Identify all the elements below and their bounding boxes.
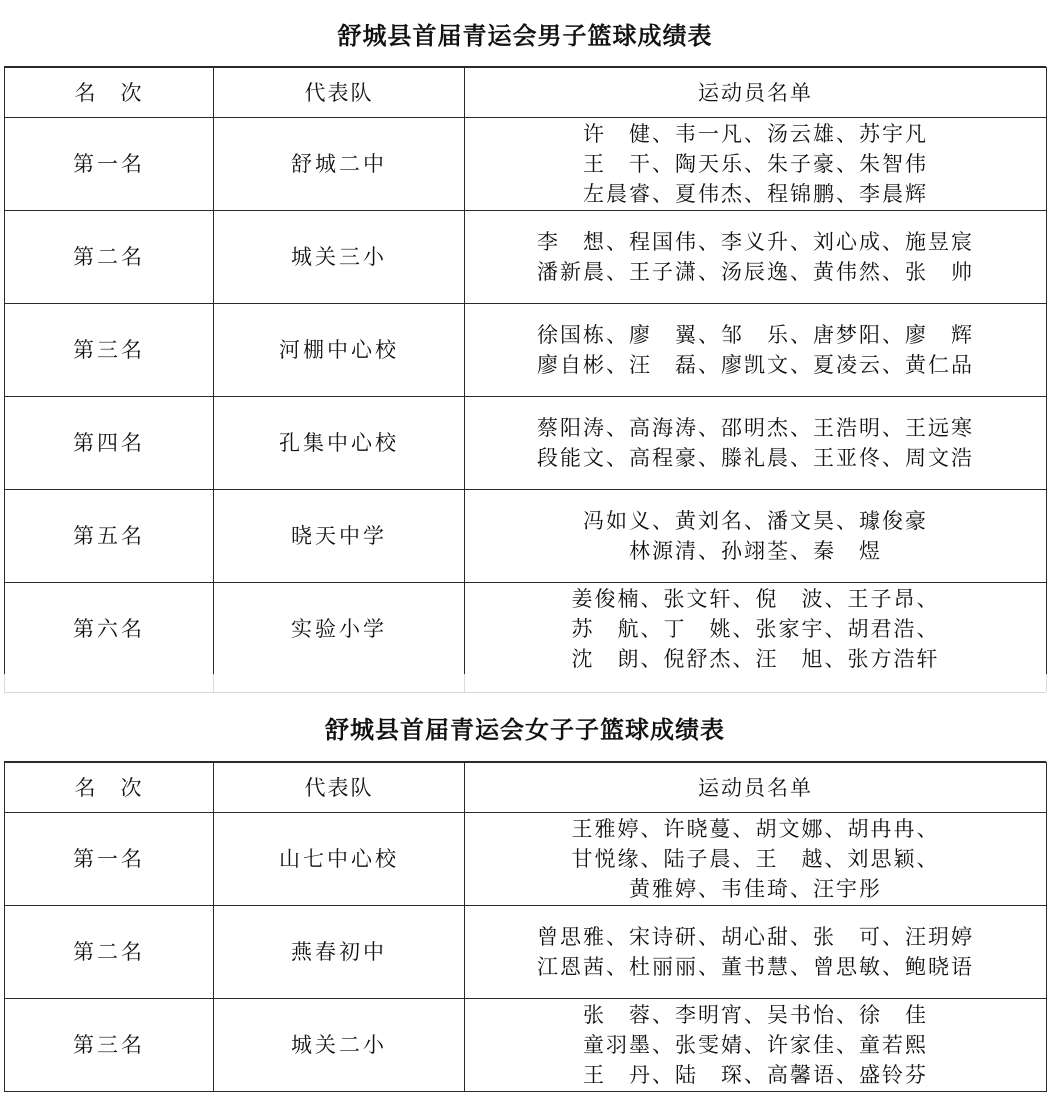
athlete-names-line: 潘新晨、王子潇、汤辰逸、黄伟然、张 帅 <box>537 260 974 284</box>
team-cell: 孔集中心校 <box>214 397 465 490</box>
athlete-names-line: 廖自彬、汪 磊、廖凯文、夏凌云、黄仁品 <box>537 353 974 377</box>
team-column-header: 代表队 <box>214 68 465 118</box>
rank-column-header: 名 次 <box>5 763 214 813</box>
athletes-cell <box>465 397 1047 490</box>
table-row <box>5 304 1047 397</box>
athlete-names-line: 林源清、孙翊荃、秦 煜 <box>629 539 882 563</box>
women-results-table <box>4 692 1046 1092</box>
table-row <box>5 211 1047 304</box>
athletes-column-header: 运动员名单 <box>465 763 1047 813</box>
athlete-names-line: 许 健、韦一凡、汤云雄、苏宇凡 <box>583 122 928 146</box>
athletes-cell <box>465 211 1047 304</box>
athlete-names-line: 黄雅婷、韦佳琦、汪宇彤 <box>629 877 882 901</box>
men-table-body <box>5 118 1047 676</box>
table-row <box>5 906 1047 999</box>
athletes-column-header: 运动员名单 <box>465 68 1047 118</box>
table-row <box>5 490 1047 583</box>
athlete-names-line: 苏 航、丁 姚、张家宇、胡君浩、 <box>571 617 940 641</box>
team-cell: 燕春初中 <box>214 906 465 999</box>
rank-cell: 第二名 <box>5 211 214 304</box>
athlete-names-line: 江恩茜、杜丽丽、董书慧、曾思敏、鲍晓语 <box>537 955 974 979</box>
rank-cell: 第一名 <box>5 813 214 906</box>
athlete-names-line: 甘悦缘、陆子晨、王 越、刘思颖、 <box>571 847 940 871</box>
athlete-names-line: 王 干、陶天乐、朱子豪、朱智伟 <box>583 152 928 176</box>
rank-cell: 第一名 <box>5 118 214 211</box>
team-cell: 晓天中学 <box>214 490 465 583</box>
men-header-row <box>5 68 1047 118</box>
athletes-cell <box>465 118 1047 211</box>
athlete-names-line: 左晨睿、夏伟杰、程锦鹏、李晨辉 <box>583 182 928 206</box>
athlete-names-line: 冯如义、黄刘名、潘文昊、璩俊豪 <box>583 509 928 533</box>
athletes-cell <box>465 304 1047 397</box>
athlete-names-line: 曾思雅、宋诗研、胡心甜、张 可、汪玥婷 <box>537 925 974 949</box>
athlete-names-line: 徐国栋、廖 翼、邹 乐、唐梦阳、廖 辉 <box>537 323 974 347</box>
table-row <box>5 583 1047 676</box>
team-column-header: 代表队 <box>214 763 465 813</box>
rank-cell: 第三名 <box>5 304 214 397</box>
table-row <box>5 397 1047 490</box>
rank-cell: 第六名 <box>5 583 214 676</box>
athletes-cell <box>465 813 1047 906</box>
table-row <box>5 999 1047 1092</box>
men-table-title: 舒城县首届青运会男子篮球成绩表 <box>4 0 1046 67</box>
athlete-names-line: 王雅婷、许晓蔓、胡文娜、胡冉冉、 <box>571 817 940 841</box>
women-table-body <box>5 813 1047 1092</box>
athletes-cell <box>465 999 1047 1092</box>
team-cell: 城关二小 <box>214 999 465 1092</box>
team-cell: 山七中心校 <box>214 813 465 906</box>
athletes-cell <box>465 583 1047 676</box>
athlete-names-line: 李 想、程国伟、李义升、刘心成、施昱宸 <box>537 230 974 254</box>
athlete-names-line: 王 丹、陆 琛、高馨语、盛铃芬 <box>583 1063 928 1087</box>
men-results-table <box>4 0 1046 676</box>
rank-column-header: 名 次 <box>5 68 214 118</box>
rank-cell: 第三名 <box>5 999 214 1092</box>
athlete-names-line: 段能文、高程豪、滕礼晨、王亚佟、周文浩 <box>537 446 974 470</box>
team-cell: 舒城二中 <box>214 118 465 211</box>
women-table-title: 舒城县首届青运会女子子篮球成绩表 <box>4 692 1046 762</box>
rank-cell: 第五名 <box>5 490 214 583</box>
athlete-names-line: 姜俊楠、张文轩、倪 波、王子昂、 <box>571 587 940 611</box>
men-results-grid <box>4 67 1047 676</box>
women-results-grid <box>4 762 1047 1092</box>
table-separator <box>0 674 1051 692</box>
athlete-names-line: 蔡阳涛、高海涛、邵明杰、王浩明、王远寒 <box>537 416 974 440</box>
women-header-row <box>5 763 1047 813</box>
athletes-cell <box>465 490 1047 583</box>
rank-cell: 第四名 <box>5 397 214 490</box>
athlete-names-line: 张 蓉、李明宵、吴书怡、徐 佳 <box>583 1003 928 1027</box>
team-cell: 城关三小 <box>214 211 465 304</box>
athlete-names-line: 沈 朗、倪舒杰、汪 旭、张方浩轩 <box>571 647 940 671</box>
team-cell: 河棚中心校 <box>214 304 465 397</box>
athletes-cell <box>465 906 1047 999</box>
rank-cell: 第二名 <box>5 906 214 999</box>
table-row <box>5 118 1047 211</box>
team-cell: 实验小学 <box>214 583 465 676</box>
table-row <box>5 813 1047 906</box>
athlete-names-line: 童羽墨、张雯婧、许家佳、童若熙 <box>583 1033 928 1057</box>
